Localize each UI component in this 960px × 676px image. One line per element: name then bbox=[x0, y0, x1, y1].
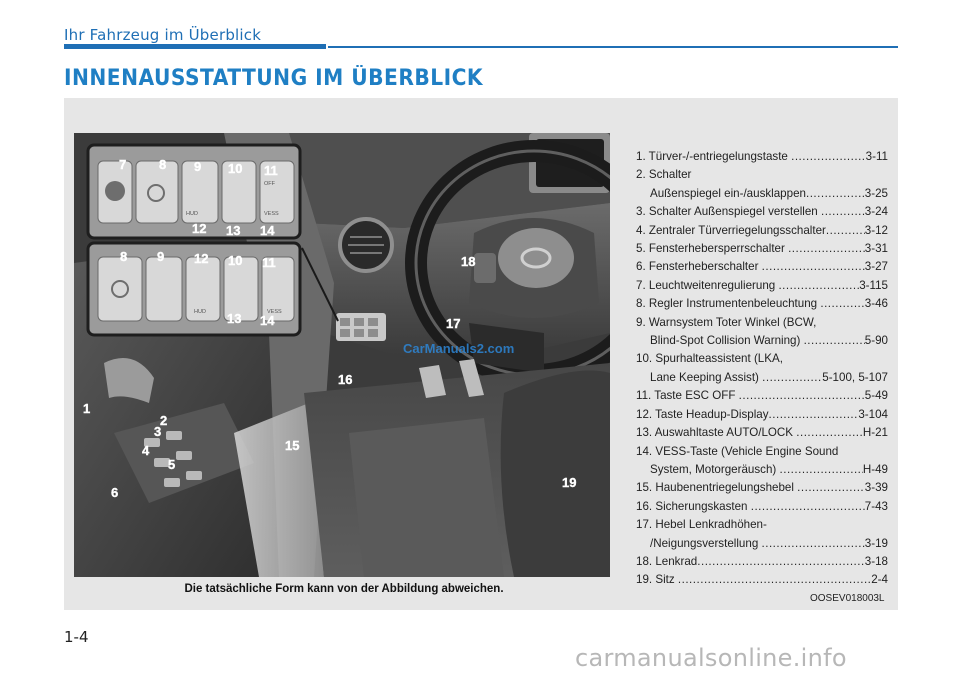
inset-button-text-vess-2: VESS bbox=[267, 309, 282, 315]
legend-item-page: 3-27 bbox=[864, 260, 888, 274]
header-rule-thin bbox=[328, 46, 898, 48]
legend-item bbox=[636, 479, 888, 497]
legend-item-label: 3. Schalter Außenspiegel verstellen bbox=[636, 205, 821, 219]
legend-item bbox=[636, 406, 888, 424]
legend-item-label: /Neigungsverstellung bbox=[650, 536, 762, 550]
legend-item bbox=[636, 387, 888, 405]
site-watermark: carmanualsonline.info bbox=[575, 644, 847, 672]
legend-item-leader bbox=[804, 332, 865, 350]
callout-2: 2 bbox=[160, 413, 168, 428]
legend-item-leader bbox=[806, 185, 865, 203]
legend-item-leader bbox=[762, 258, 865, 276]
callout-inset-b-14: 14 bbox=[260, 313, 275, 328]
legend-item-page: 3-18 bbox=[864, 554, 888, 568]
callout-3: 3 bbox=[154, 424, 162, 439]
callout-4: 4 bbox=[142, 443, 150, 458]
callout-19: 19 bbox=[562, 475, 577, 490]
interior-illustration bbox=[74, 133, 610, 577]
callout-15: 15 bbox=[285, 438, 300, 453]
legend-item bbox=[636, 203, 888, 221]
callout-inset-b-11: 11 bbox=[262, 255, 276, 270]
legend-item-label: 7. Leuchtweitenregulierung bbox=[636, 278, 779, 292]
legend-item-leader bbox=[762, 535, 865, 553]
legend-item-page: 5-90 bbox=[864, 334, 888, 348]
figure-caption: Die tatsächliche Form kann von der Abbildung abweichen. bbox=[184, 583, 504, 595]
legend-item-label: 4. Zentraler Türverriegelungsschalter bbox=[636, 223, 826, 237]
legend-item-leader bbox=[791, 148, 866, 166]
legend-item bbox=[636, 332, 888, 350]
legend-item bbox=[636, 240, 888, 258]
legend-item-page: 3-104 bbox=[858, 407, 888, 421]
callout-inset-14: 14 bbox=[260, 223, 275, 238]
section-header: Ihr Fahrzeug im Überblick bbox=[64, 26, 262, 44]
callout-18: 18 bbox=[461, 254, 476, 269]
legend-item bbox=[636, 166, 888, 184]
legend-item-leader bbox=[820, 295, 864, 313]
legend-item bbox=[636, 295, 888, 313]
legend-item-label: 8. Regler Instrumentenbeleuchtung bbox=[636, 297, 821, 311]
legend-item-page: 3-115 bbox=[859, 278, 888, 292]
component-legend bbox=[636, 148, 888, 590]
legend-item-label: 19. Sitz bbox=[636, 573, 678, 587]
legend-item-leader bbox=[697, 553, 865, 571]
legend-item-leader bbox=[739, 387, 865, 405]
legend-item bbox=[636, 535, 888, 553]
legend-item-page: 3-12 bbox=[864, 223, 888, 237]
legend-item-leader bbox=[778, 277, 859, 295]
callout-inset-13: 13 bbox=[226, 223, 241, 238]
legend-item-page: H-49 bbox=[862, 462, 888, 476]
legend-item-label: 1. Türver-/-entriegelungstaste bbox=[636, 150, 792, 163]
legend-item-leader bbox=[796, 424, 863, 442]
legend-item-leader bbox=[797, 479, 865, 497]
legend-item-page: 3-46 bbox=[864, 297, 888, 311]
legend-item-label: 5. Fensterhebersperrschalter bbox=[636, 242, 789, 256]
legend-item-label: 15. Haubenentriegelungshebel bbox=[636, 481, 798, 495]
legend-item-page: 3-24 bbox=[864, 205, 888, 219]
legend-item-page: 3-25 bbox=[864, 186, 888, 200]
legend-item-page: 7-43 bbox=[864, 499, 888, 513]
callout-inset-b-12: 12 bbox=[194, 251, 209, 266]
callout-inset-7: 7 bbox=[119, 157, 127, 172]
legend-item-leader bbox=[780, 461, 863, 479]
page-title: INNENAUSSTATTUNG IM ÜBERBLICK bbox=[64, 66, 484, 91]
legend-item-label: Außenspiegel ein-/ausklappen bbox=[650, 186, 806, 200]
callout-inset-10: 10 bbox=[228, 161, 243, 176]
legend-item bbox=[636, 553, 888, 571]
callout-5: 5 bbox=[168, 457, 176, 472]
legend-item-label: Blind-Spot Collision Warning) bbox=[650, 334, 804, 348]
legend-item-label: System, Motorgeräusch) bbox=[650, 462, 780, 476]
legend-item-page: 3-19 bbox=[864, 536, 888, 550]
callout-1: 1 bbox=[83, 401, 91, 416]
callout-inset-b-10: 10 bbox=[228, 253, 243, 268]
legend-item-leader bbox=[762, 369, 822, 387]
legend-item-page: H-21 bbox=[862, 426, 888, 440]
page-number: 1-4 bbox=[64, 628, 89, 646]
figure-code: OOSEV018003L bbox=[810, 593, 885, 604]
legend-item-page: 3-31 bbox=[864, 242, 888, 256]
callout-inset-b-8: 8 bbox=[120, 249, 128, 264]
legend-item-page: 3-39 bbox=[864, 481, 888, 495]
legend-item bbox=[636, 148, 888, 166]
legend-item bbox=[636, 350, 888, 368]
legend-item-leader bbox=[751, 498, 865, 516]
callout-inset-8: 8 bbox=[159, 157, 167, 172]
inset-button-text-off: OFF bbox=[264, 181, 275, 187]
legend-item-label: 2. Schalter bbox=[636, 168, 692, 182]
legend-item bbox=[636, 516, 888, 534]
callout-inset-11: 11 bbox=[264, 163, 278, 178]
legend-item bbox=[636, 222, 888, 240]
legend-item bbox=[636, 443, 888, 461]
callout-inset-9: 9 bbox=[194, 159, 202, 174]
legend-item-leader bbox=[769, 406, 859, 424]
legend-item-label: 17. Hebel Lenkradhöhen- bbox=[636, 518, 767, 532]
legend-item-page: 5-100, 5-107 bbox=[822, 370, 888, 384]
legend-item bbox=[636, 461, 888, 479]
inset-button-text-hud-2: HUD bbox=[194, 309, 206, 315]
legend-item-page: 3-11 bbox=[865, 150, 888, 163]
legend-item-leader bbox=[678, 571, 871, 589]
callout-inset-b-9: 9 bbox=[157, 249, 165, 264]
callout-16: 16 bbox=[338, 372, 353, 387]
legend-item-label: 12. Taste Headup-Display bbox=[636, 407, 769, 421]
legend-item bbox=[636, 185, 888, 203]
legend-item-leader bbox=[821, 203, 865, 221]
legend-item bbox=[636, 498, 888, 516]
legend-item-leader bbox=[826, 222, 865, 240]
legend-item bbox=[636, 277, 888, 295]
legend-item-page: 2-4 bbox=[871, 573, 888, 587]
inset-button-text-vess: VESS bbox=[264, 211, 279, 217]
callout-inset-b-13: 13 bbox=[227, 311, 242, 326]
legend-item-label: Lane Keeping Assist) bbox=[650, 370, 763, 384]
figure-watermark: CarManuals2.com bbox=[403, 341, 515, 356]
legend-item bbox=[636, 424, 888, 442]
legend-item bbox=[636, 258, 888, 276]
legend-item-leader bbox=[788, 240, 865, 258]
header-rule-thick bbox=[64, 44, 326, 49]
legend-item-label: 13. Auswahltaste AUTO/LOCK bbox=[636, 426, 797, 440]
legend-item-page: 5-49 bbox=[864, 389, 888, 403]
legend-item bbox=[636, 314, 888, 332]
inset-button-text-hud: HUD bbox=[186, 211, 198, 217]
legend-item-label: 11. Taste ESC OFF bbox=[636, 389, 739, 403]
legend-item-label: 10. Spurhalteassistent (LKA, bbox=[636, 352, 783, 366]
callout-inset-12: 12 bbox=[192, 221, 207, 236]
callout-6: 6 bbox=[111, 485, 119, 500]
callout-17: 17 bbox=[446, 316, 461, 331]
legend-item-label: 6. Fensterheberschalter bbox=[636, 260, 762, 274]
legend-item bbox=[636, 369, 888, 387]
legend-item bbox=[636, 571, 888, 589]
legend-item-label: 14. VESS-Taste (Vehicle Engine Sound bbox=[636, 444, 839, 458]
legend-item-label: 18. Lenkrad bbox=[636, 554, 698, 568]
legend-item-label: 16. Sicherungskasten bbox=[636, 499, 751, 513]
legend-item-label: 9. Warnsystem Toter Winkel (BCW, bbox=[636, 315, 817, 329]
